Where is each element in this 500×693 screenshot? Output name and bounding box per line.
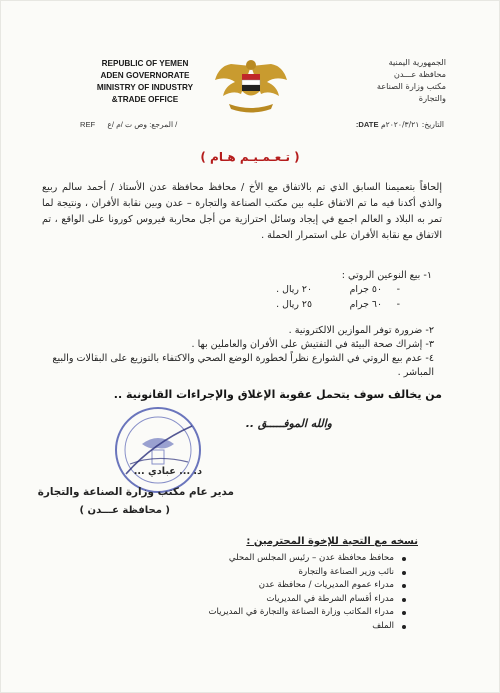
cc-item: نائب وزير الصناعة والتجارة [94, 566, 394, 580]
list-item-1: ١- بيع النوعين الروتي : [341, 270, 432, 281]
header-en-line-1: REPUBLIC OF YEMEN [101, 59, 189, 68]
price-weight-1: ٥٠ جرام [349, 284, 382, 295]
ref-label-en: REF [80, 120, 96, 129]
header-english [70, 58, 220, 106]
cc-item: مدراء عموم المديريات / محافظة عدن [94, 579, 394, 593]
yemen-eagle-emblem-icon [213, 56, 289, 118]
document-title: ( تـعـمـيـم هـام ) [200, 150, 300, 164]
cc-item: الملف [94, 620, 394, 634]
header-ar-line-4: والتجارة [418, 93, 446, 103]
closing-text: والله الموفـــــق .. [245, 417, 332, 430]
cc-item: محافظ محافظة عدن – رئيس المجلس المحلي [94, 552, 394, 566]
signer-name: د. ... عبادي ... [133, 466, 202, 477]
date-label-en: DATE: [355, 120, 379, 129]
header-en-line-3: MINISTRY OF INDUSTRY [96, 83, 194, 92]
signer-title: مدير عام مكتب وزارة الصناعة والتجارة [37, 486, 234, 498]
price-row-1: -٥٠ جرام٢٠ ريال . [276, 284, 400, 295]
header-en-line-2: ADEN GOVERNORATE [100, 71, 190, 80]
header-ar-line-1: الجمهورية اليمنية [388, 57, 446, 67]
date-line [352, 120, 444, 129]
list-item-3: ٣- إشراك صحة البيئة في التفتيش على الأفران والعاملين بها . [191, 339, 434, 350]
official-stamp-icon [112, 404, 204, 496]
cc-item: مدراء المكاتب وزارة الصناعة والتجارة في المديريات [94, 606, 394, 620]
date-value: التاريخ: ٢٠٢٠/٣/٢١م [380, 120, 444, 129]
header-en-line-4: &TRADE OFFICE [111, 95, 179, 104]
header-arabic [296, 56, 446, 104]
body-paragraph: إلحاقاً بتعميمنا السابق الذي تم بالاتفاق مع الأخ / محافظ محافظة عدن الأستاذ / أحمد سالم ربيع والذي أكدنا فيه ما تم الاتفاق عليه بين مكتب الصناعة والتجارة – عدن وبين نقابة الأفران ، ونتيجة لما تمر به البلاد و العالم اجمع في إيجاد وسائل احترازية من أجل محاربة فيروس كورونا على الواقع ، تم الاتفاق مع نقابة الأفران على استمرار الحملة . [42, 182, 442, 241]
list-item-2: ٢- ضرورة توفر الموازين الالكترونية . [288, 325, 434, 336]
header-ar-line-3: مكتب وزارة الصناعة [376, 81, 446, 91]
cc-title: نسخه مع التحية للإخوة المحترمين : [246, 536, 418, 547]
reference-line [80, 120, 177, 129]
price-row-2: -٦٠ جرام٢٥ ريال . [276, 299, 400, 310]
ref-label-ar: المرجع: وص ت /م /ع / [107, 120, 178, 129]
price-weight-2: ٦٠ جرام [349, 299, 382, 310]
price-value-2: ٢٥ ريال . [276, 299, 312, 310]
header-ar-line-2: محافظة عـــدن [393, 69, 446, 79]
list-item-4: ٤- عدم بيع الروتي في الشوارع نظراً لخطورة الوضع الصحي والاكتفاء بالتوزيع على البقالات والبيع المباشر . [52, 353, 434, 378]
price-value-1: ٢٠ ريال . [276, 284, 312, 295]
signer-subtitle: ( محافظة عـــدن ) [79, 505, 170, 516]
cc-list [94, 552, 408, 634]
cc-item: مدراء أقسام الشرطة في المديريات [94, 593, 394, 607]
warning-text: من يخالف سوف يتحمل عقوبة الإغلاق والإجراءات القانونية .. [113, 388, 442, 401]
